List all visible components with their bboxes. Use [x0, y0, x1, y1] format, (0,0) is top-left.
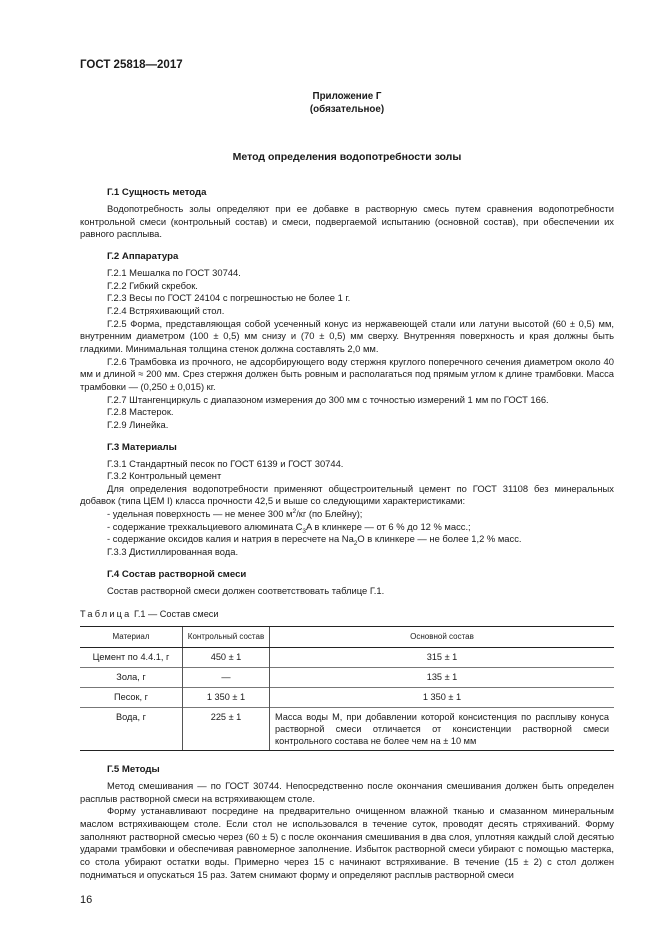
table-cell: 1 350 ± 1	[270, 688, 615, 708]
list-item: Г.2.4 Встряхивающий стол.	[107, 304, 225, 316]
section-heading: Г.3 Материалы	[107, 441, 177, 453]
list-item: Г.3.2 Контрольный цемент	[107, 470, 222, 482]
list-item: Г.2.8 Мастерок.	[107, 406, 174, 418]
table-caption-label: Таблица	[80, 609, 132, 620]
list-item: Г.3.3 Дистиллированная вода.	[107, 546, 239, 558]
text: O в клинкере — не более 1,2 % масс.	[357, 533, 522, 545]
list-item: Г.2.2 Гибкий скребок.	[107, 279, 198, 291]
table-cell: 225 ± 1	[183, 708, 270, 751]
list-item: Г.2.3 Весы по ГОСТ 24104 с погрешностью не более 1 г.	[107, 292, 351, 304]
section-g5	[80, 763, 614, 881]
table-cell: —	[183, 668, 270, 688]
section-g4	[80, 568, 614, 598]
column-header: Контрольный состав	[183, 627, 270, 648]
bullet-item	[80, 521, 614, 534]
table-cell: Песок, г	[80, 688, 183, 708]
appendix-heading	[80, 90, 614, 116]
table-row	[80, 708, 614, 751]
text: - удельная поверхность — не менее 300 м	[107, 508, 293, 520]
list-item: Г.2.1 Мешалка по ГОСТ 30744.	[107, 266, 241, 278]
table-caption	[80, 608, 614, 621]
section-g2	[80, 250, 614, 432]
table-cell: Зола, г	[80, 668, 183, 688]
section-heading: Г.1 Сущность метода	[107, 187, 207, 198]
table-cell: Цемент по 4.4.1, г	[80, 648, 183, 668]
section-heading: Г.4 Состав растворной смеси	[107, 568, 247, 580]
table-row	[80, 648, 614, 668]
paragraph: Для определения водопотребности применяют общестроительный цемент по ГОСТ 31108 без минеральных добавок (типа ЦЕМ I) класса прочности 42,5 и выше со следующими характеристиками:	[80, 482, 614, 507]
section-g1	[80, 186, 614, 241]
bullet-item	[80, 533, 614, 546]
subscript: 2	[353, 540, 358, 548]
superscript: 2	[292, 508, 297, 515]
list-item: Г.2.5 Форма, представляющая собой усеченный конус из нержавеющей стали или латуни высотой (60 ± 0,5) мм, внутренним диаметром (100 ± 0,5) мм снизу и (70 ± 0,5) мм сверху. Внутренняя поверхность и края должны быть гладкими. Минимальная толщина стенок должна составлять 2,0 мм.	[80, 317, 614, 354]
text: - содержание трехкальциевого алюмината C	[107, 520, 303, 532]
column-header: Основной состав	[270, 627, 615, 648]
table-cell: 135 ± 1	[270, 668, 615, 688]
text: - содержание оксидов калия и натрия в пересчете на Na	[107, 533, 354, 545]
list-item: Г.2.9 Линейка.	[107, 418, 169, 430]
appendix-title: Приложение Г	[312, 91, 382, 102]
paragraph: Форму устанавливают посредине на предварительно очищенном влажной тканью и смазанном минеральным маслом встряхивающем столе. Если стол не использовался в течение суток, проводят десять стряхиваний. Форму заполняют растворной смесью через (60 ± 5) с после окончания смешивания в два слоя, уплотняя каждый слой десятью ударами трамбовки и обеспечивая равномерное заполнение. Избыток растворной смеси убирают с помощью мастерка, со стола убирают остатки воды. Примерно через 15 с начинают встряхивание. В течение (15 ± 2) с стол должен подниматься и опускаться 15 раз. Затем снимают форму и определяют расплыв растворной смеси	[80, 805, 614, 880]
subscript: 3	[302, 527, 307, 535]
page-title: Метод определения водопотребности золы	[232, 151, 462, 163]
table-header-row	[80, 627, 614, 648]
list-item: Г.2.7 Штангенциркуль с диапазоном измерения до 300 мм с точностью измерений 1 мм по ГОСТ 166.	[107, 393, 549, 405]
section-g3	[80, 441, 614, 559]
section-heading: Г.5 Методы	[107, 764, 160, 776]
composition-table	[80, 626, 614, 751]
page-number: 16	[80, 894, 93, 907]
paragraph: Состав растворной смеси должен соответствовать таблице Г.1.	[107, 584, 385, 596]
table-cell: 450 ± 1	[183, 648, 270, 668]
table-cell: Масса воды M, при добавлении которой консистенция по расплыву конуса растворной смеси отличается от консистенции растворной смеси контрольного состава не более чем на ± 10 мм	[270, 708, 615, 751]
section-heading: Г.2 Аппаратура	[107, 250, 179, 262]
table-cell: 315 ± 1	[270, 648, 615, 668]
paragraph: Метод смешивания — по ГОСТ 30744. Непосредственно после окончания смешивания должен быть определен расплыв растворной смеси на встряхивающем столе.	[80, 780, 614, 804]
list-item: Г.3.1 Стандартный песок по ГОСТ 6139 и ГОСТ 30744.	[107, 457, 344, 469]
text: A в клинкере — от 6 % до 12 % масс.;	[306, 520, 471, 532]
appendix-status: (обязательное)	[309, 104, 385, 115]
table-row	[80, 668, 614, 688]
column-header: Материал	[80, 627, 183, 648]
table-row	[80, 688, 614, 708]
paragraph: Водопотребность золы определяют при ее добавке в растворную смесь путем сравнения водопотребности контрольной смеси (контрольный состав) и смеси, подвергаемой испытанию (основной состав), при обеспечении их равного расплыва.	[80, 203, 614, 240]
document-body	[80, 179, 614, 907]
list-item: Г.2.6 Трамбовка из прочного, не адсорбирующего воду стержня круглого поперечного сечения диаметром около 40 мм и длиной ≈ 200 мм. Срез стержня должен быть ровным и располагаться под прямым углом к длине трамбовки. Масса трамбовки — (0,250 ± 0,015) кг.	[80, 355, 614, 392]
document-code: ГОСТ 25818—2017	[80, 59, 183, 71]
table-cell: 1 350 ± 1	[183, 688, 270, 708]
bullet-item	[80, 508, 614, 521]
table-cell: Вода, г	[80, 708, 183, 751]
table-caption-text: Г.1 — Состав смеси	[131, 609, 219, 620]
text: /кг (по Блейну);	[296, 508, 363, 520]
